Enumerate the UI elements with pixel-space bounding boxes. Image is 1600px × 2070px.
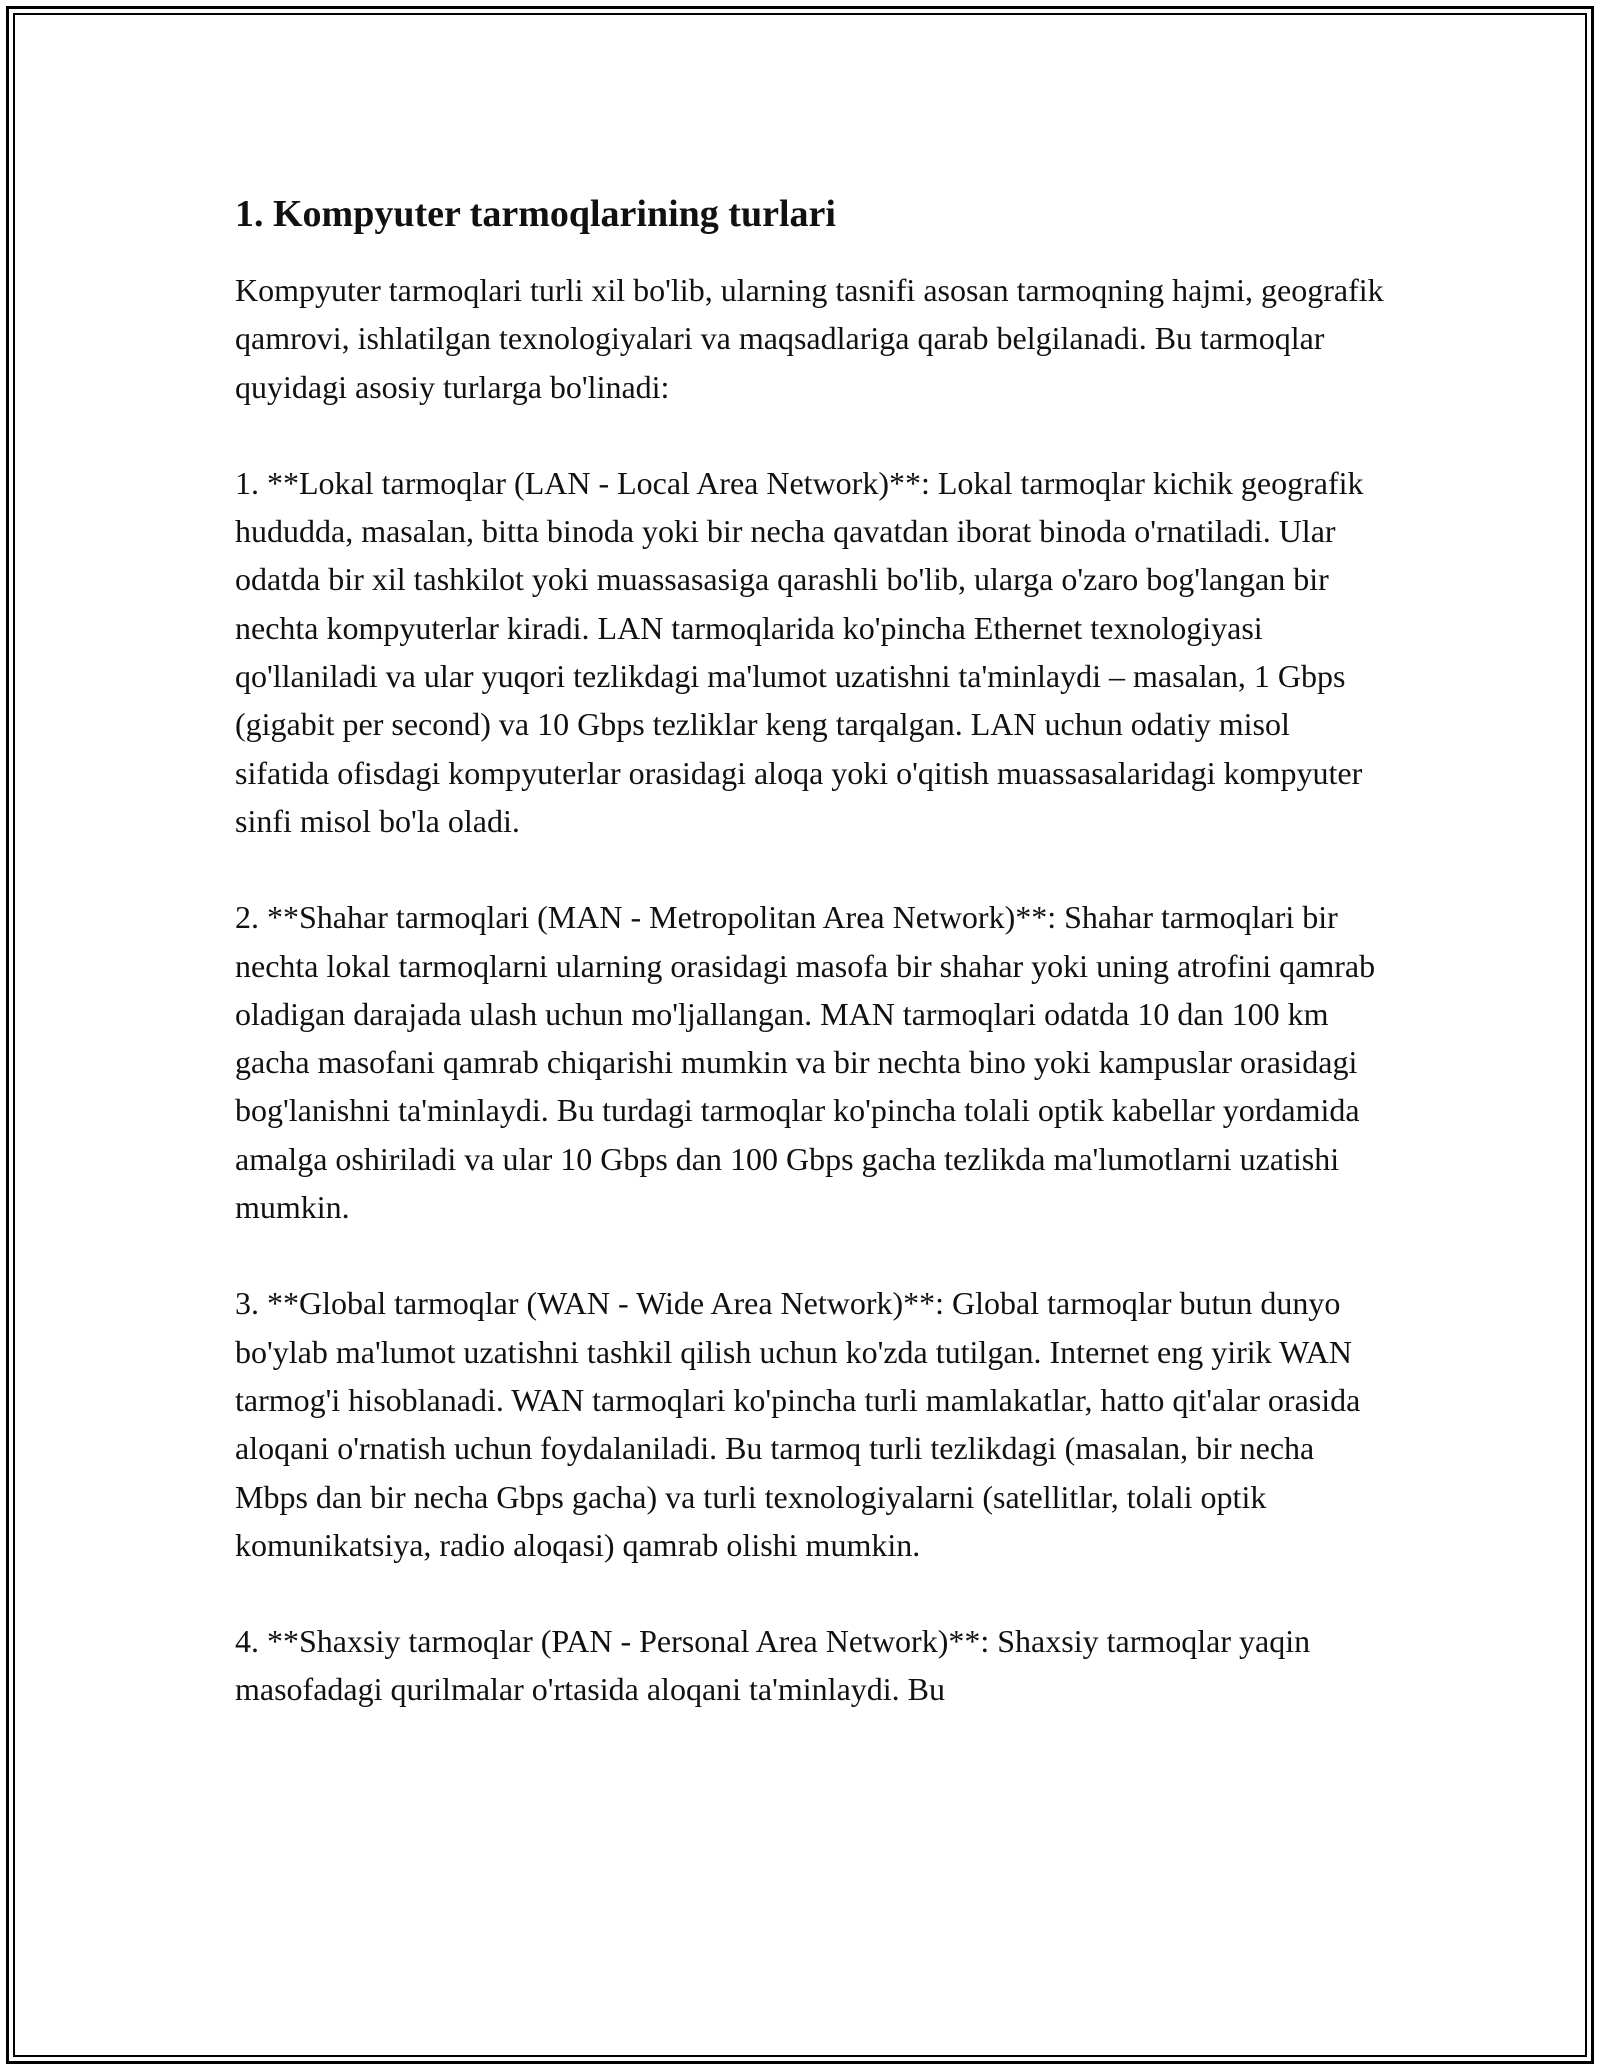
pan-paragraph: 4. **Shaxsiy tarmoqlar (PAN - Personal Area Network)**: Shaxsiy tarmoqlar yaqin masofadagi qurilmalar o'rtasida aloqani ta'minlaydi. Bu [235,1623,1311,1708]
lan-paragraph: 1. **Lokal tarmoqlar (LAN - Local Area Network)**: Lokal tarmoqlar kichik geografik hududda, masalan, bitta binoda yoki bir necha qavatdan iborat binoda o'rnatiladi. Ular odatda bir xil tashkilot yoki muassasasiga qarashli bo'lib, ularga o'zaro bog'langan bir nechta kompyuterlar kiradi. LAN tarmoqlarida ko'pincha Ethernet texnologiyasi qo'llaniladi va ular yuqori tezlikdagi ma'lumot uzatishni ta'minlaydi – masalan, 1 Gbps (gigabit per second) va 10 Gbps tezliklar keng tarqalgan. LAN uchun odatiy misol sifatida ofisdagi kompyuterlar orasidagi aloqa yoki o'qitish muassasalaridagi kompyuter sinfi misol bo'la oladi. [235,464,1364,839]
man-paragraph: 2. **Shahar tarmoqlari (MAN - Metropolitan Area Network)**: Shahar tarmoqlari bir nechta lokal tarmoqlarni ularning orasidagi masofa bir shahar yoki uning atrofini qamrab oladigan darajada ulash uchun mo'ljallangan. MAN tarmoqlari odatda 10 dan 100 km gacha masofani qamrab chiqarishi mumkin va bir nechta bino yoki kampuslar orasidagi bog'lanishni ta'minlaydi. Bu turdagi tarmoqlar ko'pincha tolali optik kabellar yordamida amalga oshiriladi va ular 10 Gbps dan 100 Gbps gacha tezlikda ma'lumotlarni uzatishi mumkin. [235,899,1376,1226]
intro-paragraph: Kompyuter tarmoqlari turli xil bo'lib, ularning tasnifi asosan tarmoqning hajmi, geografik qamrovi, ishlatilgan texnologiyalari va maqsadlariga qarab belgilanadi. Bu tarmoqlar quyidagi asosiy turlarga bo'linadi: [235,272,1384,405]
wan-paragraph: 3. **Global tarmoqlar (WAN - Wide Area Network)**: Global tarmoqlar butun dunyo bo'ylab ma'lumot uzatishni tashkil qilish uchun ko'zda tutilgan. Internet eng yirik WAN tarmog'i hisoblanadi. WAN tarmoqlari ko'pincha turli mamlakatlar, hatto qit'alar orasida aloqani o'rnatish uchun foydalaniladi. Bu tarmoq turli tezlikdagi (masalan, bir necha Mbps dan bir necha Gbps gacha) va turli texnologiyalarni (satellitlar, tolali optik komunikatsiya, radio aloqasi) qamrab olishi mumkin. [235,1285,1361,1563]
document-body [235,184,1385,1762]
section-heading: 1. Kompyuter tarmoqlarining turlari [235,193,836,235]
